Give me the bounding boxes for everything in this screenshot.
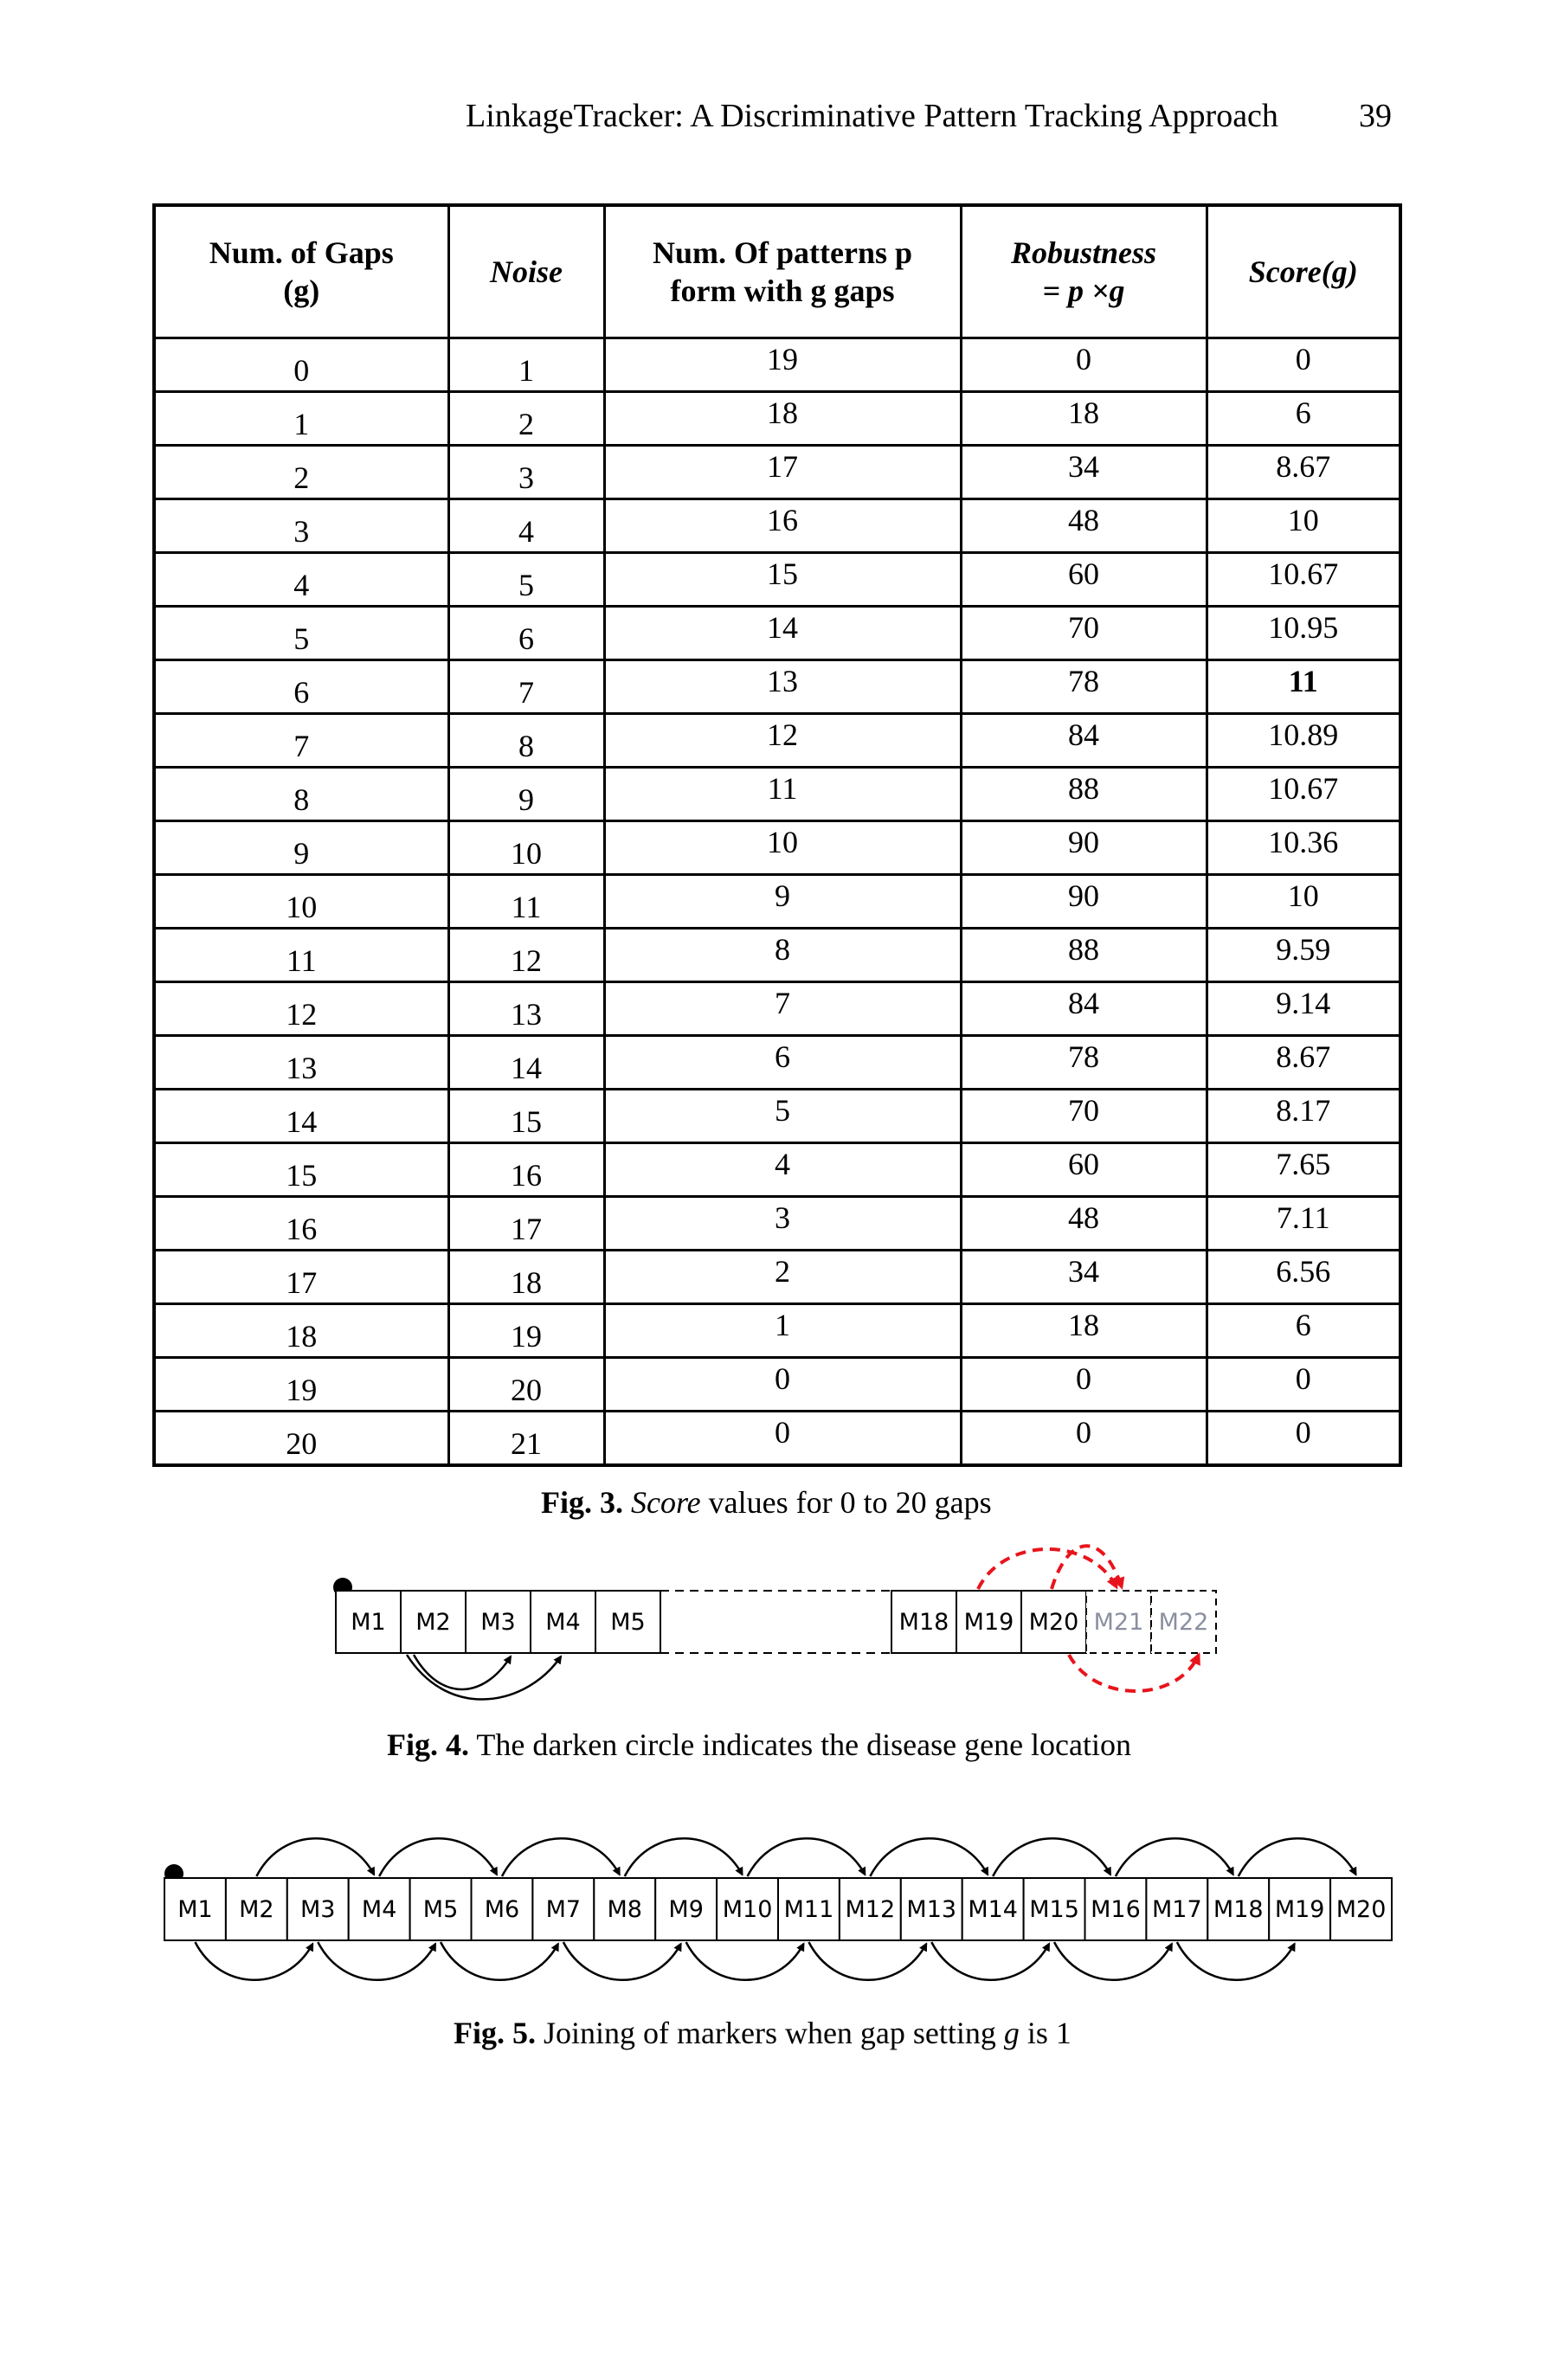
cell-robustness: 48	[961, 1197, 1207, 1251]
cell-gaps: 9	[154, 821, 448, 875]
col-header-patterns-line1: Num. Of patterns p	[652, 235, 912, 270]
cell-gaps: 18	[154, 1304, 448, 1358]
fig5-marker-M19-label: M19	[1274, 1896, 1325, 1923]
fig5-arrow-bottom-M1-M3	[195, 1942, 312, 1980]
cell-gaps: 3	[154, 499, 448, 553]
page-number: 39	[1359, 98, 1392, 134]
cell-noise: 12	[448, 929, 604, 982]
cell-noise: 8	[448, 714, 604, 768]
fig5-marker-M1-label: M1	[177, 1896, 213, 1923]
fig5-marker-M10-label: M10	[722, 1896, 773, 1923]
cell-gaps: 0	[154, 338, 448, 392]
fig4-caption	[387, 1727, 1131, 1763]
cell-score: 6.56	[1207, 1251, 1400, 1304]
cell-robustness: 70	[961, 607, 1207, 660]
fig4-marker-M2-label: M2	[415, 1609, 451, 1636]
cell-score: 8.67	[1207, 1036, 1400, 1090]
cell-noise: 15	[448, 1090, 604, 1143]
cell-noise: 19	[448, 1304, 604, 1358]
cell-noise: 3	[448, 446, 604, 499]
cell-robustness: 18	[961, 392, 1207, 446]
cell-score: 10.67	[1207, 768, 1400, 821]
fig5-arrow-bottom-M3-M5	[318, 1942, 435, 1980]
cell-score: 8.17	[1207, 1090, 1400, 1143]
fig4-marker-M18-label: M18	[898, 1609, 949, 1636]
cell-patterns: 13	[604, 660, 961, 714]
col-header-gaps-line1: Num. of Gaps	[209, 235, 394, 270]
fig4-marker-M22-label: M22	[1158, 1609, 1209, 1636]
running-header-title: LinkageTracker: A Discriminative Pattern Tracking Approach	[466, 98, 1278, 134]
cell-gaps: 8	[154, 768, 448, 821]
fig4-arrow-m2-m3	[414, 1655, 511, 1689]
cell-noise: 2	[448, 392, 604, 446]
cell-score: 9.59	[1207, 929, 1400, 982]
cell-gaps: 19	[154, 1358, 448, 1412]
cell-score: 10	[1207, 499, 1400, 553]
fig5-arrow-top-M12-M14	[870, 1838, 988, 1876]
cell-robustness: 88	[961, 929, 1207, 982]
cell-patterns: 4	[604, 1143, 961, 1197]
fig5-marker-M15-label: M15	[1029, 1896, 1079, 1923]
fig5-arrow-top-M8-M10	[625, 1838, 743, 1876]
fig4-gap-dashes	[660, 1591, 891, 1653]
fig5-marker-M4-label: M4	[361, 1896, 397, 1923]
cell-robustness: 34	[961, 1251, 1207, 1304]
cell-noise: 18	[448, 1251, 604, 1304]
cell-robustness: 70	[961, 1090, 1207, 1143]
fig4-caption-text: The darken circle indicates the disease gene location	[476, 1727, 1132, 1762]
fig5-marker-M2-label: M2	[239, 1896, 274, 1923]
cell-noise: 10	[448, 821, 604, 875]
fig3-label: Fig. 3.	[541, 1485, 623, 1520]
fig5-marker-M5-label: M5	[422, 1896, 459, 1923]
cell-patterns: 17	[604, 446, 961, 499]
cell-noise: 17	[448, 1197, 604, 1251]
cell-gaps: 13	[154, 1036, 448, 1090]
fig5-arrow-top-M4-M6	[379, 1838, 497, 1876]
cell-gaps: 2	[154, 446, 448, 499]
cell-patterns: 6	[604, 1036, 961, 1090]
fig4-marker-M19-label: M19	[963, 1609, 1014, 1636]
cell-patterns: 0	[604, 1358, 961, 1412]
fig5-arrow-bottom-M9-M11	[686, 1942, 804, 1980]
cell-noise: 1	[448, 338, 604, 392]
cell-robustness: 84	[961, 982, 1207, 1036]
cell-score: 11	[1207, 660, 1400, 714]
cell-noise: 9	[448, 768, 604, 821]
cell-robustness: 60	[961, 553, 1207, 607]
cell-noise: 21	[448, 1412, 604, 1466]
fig4-red-arrow-m20-m22	[1069, 1655, 1199, 1691]
fig3-caption-text: values for 0 to 20 gaps	[700, 1485, 992, 1520]
col-header-patterns-line2: form with g gaps	[670, 273, 895, 308]
fig5-arrow-top-M2-M4	[256, 1838, 374, 1876]
cell-patterns: 10	[604, 821, 961, 875]
fig5-marker-M3-label: M3	[300, 1896, 336, 1923]
col-header-gaps-line2: (g)	[283, 273, 320, 308]
cell-noise: 13	[448, 982, 604, 1036]
fig5-marker-M8-label: M8	[607, 1896, 642, 1923]
cell-patterns: 5	[604, 1090, 961, 1143]
cell-patterns: 16	[604, 499, 961, 553]
fig4-marker-M3-label: M3	[480, 1609, 516, 1636]
cell-noise: 20	[448, 1358, 604, 1412]
fig4-red-arrow-m19-m21	[978, 1549, 1117, 1589]
cell-noise: 5	[448, 553, 604, 607]
cell-gaps: 16	[154, 1197, 448, 1251]
cell-patterns: 2	[604, 1251, 961, 1304]
fig5-arrow-bottom-M11-M13	[808, 1942, 926, 1980]
fig4-marker-M20-label: M20	[1028, 1609, 1079, 1636]
cell-patterns: 1	[604, 1304, 961, 1358]
fig5-arrow-bottom-M7-M9	[563, 1942, 681, 1980]
cell-gaps: 12	[154, 982, 448, 1036]
fig5-label: Fig. 5.	[454, 2016, 536, 2050]
fig4-red-arrow-m20-m21	[1052, 1546, 1122, 1589]
col-header-noise: Noise	[448, 205, 604, 338]
cell-noise: 14	[448, 1036, 604, 1090]
cell-robustness: 88	[961, 768, 1207, 821]
cell-robustness: 90	[961, 875, 1207, 929]
fig5-marker-M11-label: M11	[783, 1896, 834, 1923]
fig3-caption-em: Score	[631, 1485, 701, 1520]
cell-score: 6	[1207, 392, 1400, 446]
cell-score: 10.95	[1207, 607, 1400, 660]
cell-score: 6	[1207, 1304, 1400, 1358]
cell-score: 10.67	[1207, 553, 1400, 607]
cell-score: 9.14	[1207, 982, 1400, 1036]
cell-noise: 16	[448, 1143, 604, 1197]
fig5-marker-M14-label: M14	[968, 1896, 1018, 1923]
cell-robustness: 0	[961, 338, 1207, 392]
fig5-arrow-top-M16-M18	[1116, 1838, 1233, 1876]
cell-gaps: 17	[154, 1251, 448, 1304]
cell-score: 0	[1207, 338, 1400, 392]
cell-robustness: 90	[961, 821, 1207, 875]
cell-robustness: 78	[961, 660, 1207, 714]
fig5-caption-post: is 1	[1019, 2016, 1072, 2050]
cell-patterns: 9	[604, 875, 961, 929]
fig4-marker-M21-label: M21	[1093, 1609, 1144, 1636]
cell-gaps: 14	[154, 1090, 448, 1143]
cell-robustness: 0	[961, 1358, 1207, 1412]
cell-score: 10.36	[1207, 821, 1400, 875]
fig5-marker-M20-label: M20	[1335, 1896, 1387, 1923]
fig4-label: Fig. 4.	[387, 1727, 469, 1762]
cell-gaps: 4	[154, 553, 448, 607]
cell-patterns: 15	[604, 553, 961, 607]
cell-score: 7.11	[1207, 1197, 1400, 1251]
cell-score: 0	[1207, 1412, 1400, 1466]
cell-robustness: 18	[961, 1304, 1207, 1358]
fig5-marker-M13-label: M13	[906, 1896, 957, 1923]
fig4-marker-M5-label: M5	[610, 1609, 646, 1636]
cell-robustness: 0	[961, 1412, 1207, 1466]
cell-gaps: 15	[154, 1143, 448, 1197]
col-header-robustness-line1: Robustness	[1010, 235, 1157, 270]
cell-patterns: 19	[604, 338, 961, 392]
cell-robustness: 84	[961, 714, 1207, 768]
fig5-marker-M16-label: M16	[1091, 1896, 1141, 1923]
cell-patterns: 3	[604, 1197, 961, 1251]
cell-noise: 6	[448, 607, 604, 660]
cell-gaps: 7	[154, 714, 448, 768]
cell-gaps: 6	[154, 660, 448, 714]
cell-robustness: 48	[961, 499, 1207, 553]
cell-robustness: 60	[961, 1143, 1207, 1197]
cell-robustness: 78	[961, 1036, 1207, 1090]
cell-gaps: 10	[154, 875, 448, 929]
cell-patterns: 8	[604, 929, 961, 982]
fig5-arrow-top-M14-M16	[993, 1838, 1110, 1876]
cell-robustness: 34	[961, 446, 1207, 499]
cell-patterns: 11	[604, 768, 961, 821]
cell-gaps: 5	[154, 607, 448, 660]
cell-score: 10.89	[1207, 714, 1400, 768]
col-header-robustness-line2: = p ×g	[1042, 273, 1125, 308]
cell-patterns: 12	[604, 714, 961, 768]
fig5-marker-M9-label: M9	[668, 1896, 704, 1923]
cell-gaps: 20	[154, 1412, 448, 1466]
fig5-arrow-bottom-M17-M19	[1177, 1942, 1295, 1980]
fig4-marker-M4-label: M4	[545, 1609, 581, 1636]
cell-score: 0	[1207, 1358, 1400, 1412]
fig5-arrow-top-M10-M12	[748, 1838, 866, 1876]
col-header-score: Score(g)	[1207, 205, 1400, 338]
cell-noise: 11	[448, 875, 604, 929]
cell-noise: 7	[448, 660, 604, 714]
fig4-marker-M1-label: M1	[351, 1609, 386, 1636]
fig5-marker-M12-label: M12	[845, 1896, 896, 1923]
cell-patterns: 14	[604, 607, 961, 660]
fig5-marker-M7-label: M7	[545, 1896, 582, 1923]
fig5-caption-text: Joining of markers when gap setting	[544, 2016, 1004, 2050]
fig5-caption-em: g	[1003, 2016, 1020, 2050]
fig5-arrow-bottom-M15-M17	[1054, 1942, 1172, 1980]
cell-patterns: 18	[604, 392, 961, 446]
cell-patterns: 0	[604, 1412, 961, 1466]
fig5-arrow-top-M6-M8	[502, 1838, 620, 1876]
fig5-arrow-top-M18-M20	[1239, 1838, 1356, 1876]
fig5-marker-M18-label: M18	[1213, 1896, 1264, 1923]
cell-score: 8.67	[1207, 446, 1400, 499]
fig5-arrow-bottom-M13-M15	[931, 1942, 1049, 1980]
cell-score: 10	[1207, 875, 1400, 929]
cell-noise: 4	[448, 499, 604, 553]
cell-gaps: 11	[154, 929, 448, 982]
cell-score: 7.65	[1207, 1143, 1400, 1197]
fig5-caption	[454, 2015, 1072, 2051]
cell-gaps: 1	[154, 392, 448, 446]
cell-patterns: 7	[604, 982, 961, 1036]
fig5-marker-M17-label: M17	[1152, 1896, 1202, 1923]
fig5-arrow-bottom-M5-M7	[441, 1942, 558, 1980]
fig5-marker-M6-label: M6	[484, 1896, 520, 1923]
